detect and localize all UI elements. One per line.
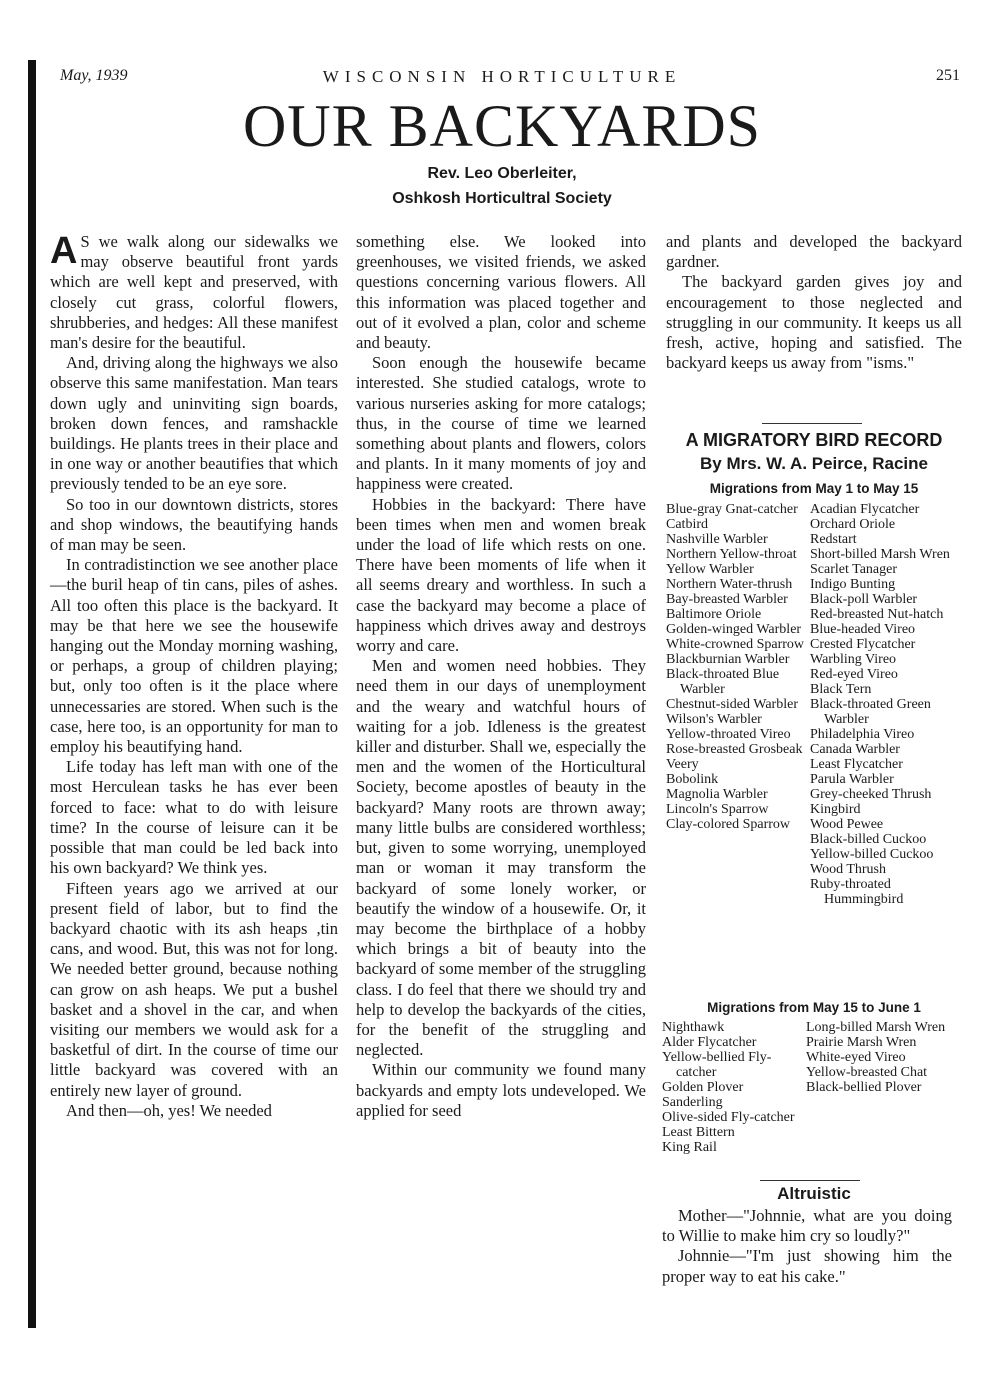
paragraph: A S we walk along our sidewalks we may observe beautiful front yards which are well kept and preserved, with closely cut grass, colorful flowers, shrubberies, and hedges: All these manifest man's desire for the beautiful. — [50, 230, 338, 353]
bird-name: Ruby-throated Hummingbird — [810, 877, 904, 907]
bird-name: Black-poll Warbler — [810, 592, 918, 607]
bird-name: Golden-winged Warbler — [666, 622, 802, 637]
bird-name: Yellow-throated Vireo — [666, 727, 791, 742]
bird-name: Rose-breasted Grosbeak — [666, 742, 803, 757]
bird-record-byline: By Mrs. W. A. Peirce, Racine — [699, 454, 928, 473]
paragraph: In contradistinction we see another place—the buril heap of tin cans, piles of ashes. All too often this place is the backyard. It may be that here we see the housewife hanging out the Monday morning washing, or perhaps, a group of children playing; but, only too often is it the place where unnecessaries are stored. When such is the case, here too, is an opportunity for man to employ his beautifying hand. — [50, 555, 338, 757]
page-number: 251 — [936, 67, 960, 84]
paragraph: So too in our downtown districts, stores and shop windows, the beautifying hands of man may be seen. — [50, 494, 338, 555]
bird-name: Nighthawk — [662, 1020, 725, 1035]
paragraph: Within our community we found many backyards and empty lots undeveloped. We applied for seed — [356, 1060, 646, 1120]
bird-list-1-right — [810, 502, 960, 907]
bird-name: Blue-gray Gnat-catcher — [666, 502, 798, 517]
section-divider — [762, 423, 862, 424]
article-author: Rev. Leo Oberleiter, — [427, 165, 577, 182]
bird-name: Black-billed Cuckoo — [810, 832, 927, 847]
bird-name: Acadian Flycatcher — [810, 502, 920, 517]
paragraph: Johnnie—"I'm just showing him the proper way to eat his cake." — [662, 1246, 952, 1286]
article-column-2 — [356, 232, 646, 1121]
bird-name: Yellow-billed Cuckoo — [810, 847, 934, 862]
bird-name: Northern Yellow-throat — [666, 547, 797, 562]
bird-name: Sanderling — [662, 1095, 723, 1110]
issue-date: May, 1939 — [60, 67, 128, 84]
bird-name: Veery — [666, 757, 699, 772]
bird-name: Chestnut-sided Warbler — [666, 697, 798, 712]
paragraph: Hobbies in the backyard: There have been times when men and women break under the load of life which rests on one. There have been moments of life when it all seems dreary and worthless. In such a case the backyard may become a place of happiness which drives away and destroys worry and care. — [356, 494, 646, 656]
bird-name: Philadelphia Vireo — [810, 727, 915, 742]
bird-list-2-left — [662, 1020, 802, 1155]
bird-name: Indigo Bunting — [810, 577, 896, 592]
paragraph: And, driving along the highways we also observe this same manifestation. Man tears down ugly and uninviting sign boards, broken down fences, and ramshackle buildings. He plants trees in their place and in one way or another beautifies that which previously tended to be an eye sore. — [50, 353, 338, 494]
bird-record-title: A MIGRATORY BIRD RECORD — [685, 430, 943, 450]
paragraph: And then—oh, yes! We needed — [66, 1100, 272, 1120]
altruistic-title: Altruistic — [777, 1184, 851, 1203]
bird-name: Wood Pewee — [810, 817, 884, 832]
migration-heading-1: Migrations from May 1 to May 15 — [709, 481, 919, 496]
bird-name: Crested Flycatcher — [810, 637, 916, 652]
bird-name: Bay-breasted Warbler — [666, 592, 788, 607]
bird-name: Clay-colored Sparrow — [666, 817, 791, 832]
bird-name: Yellow Warbler — [666, 562, 754, 577]
paragraph: Mother—"Johnnie, what are you doing to Willie to make him cry so loudly?" — [662, 1206, 952, 1246]
bird-name: Red-eyed Vireo — [810, 667, 898, 682]
paragraph: The backyard garden gives joy and encouragement to those neglected and struggling in our community. It keeps us all fresh, active, hoping and satisfied. The backyard keeps us away from "isms." — [666, 272, 962, 373]
publication-name: WISCONSIN HORTICULTURE — [322, 67, 682, 86]
migration-heading-2: Migrations from May 15 to June 1 — [707, 1000, 921, 1015]
bird-name: Red-breasted Nut-hatch — [810, 607, 944, 622]
bird-name: Bobolink — [666, 772, 719, 787]
bird-name: Kingbird — [810, 802, 861, 817]
drop-cap: A — [50, 230, 78, 272]
bird-name: Baltimore Oriole — [666, 607, 762, 622]
bird-name: Grey-cheeked Thrush — [810, 787, 932, 802]
bird-name: Black-throated Green Warbler — [810, 697, 931, 727]
bird-name: Long-billed Marsh Wren — [806, 1020, 946, 1035]
bird-name: Golden Plover — [662, 1080, 744, 1095]
bird-name: White-eyed Vireo — [806, 1050, 906, 1065]
bird-name: King Rail — [662, 1140, 717, 1155]
bird-name: Canada Warbler — [810, 742, 900, 757]
bird-list-2-right — [806, 1020, 956, 1095]
bird-list-1-left — [666, 502, 806, 832]
article-title: OUR BACKYARDS — [242, 93, 762, 159]
paragraph: Fifteen years ago we arrived at our present field of labor, but to find the backyard chaotic with its ash heaps ,tin cans, and wood. But, this was not for long. We needed better ground, because nothing can grow on ash heaps. We put a bushel basket and a shovel in the car, and when visiting our members we would ask for a basketful of dirt. In the course of time our little backyard was covered with an entirely new layer of ground. — [50, 878, 338, 1100]
bird-name: Black-throated Blue Warbler — [666, 667, 780, 697]
bird-name: Scarlet Tanager — [810, 562, 897, 577]
bird-name: Black-bellied Plover — [806, 1080, 922, 1095]
binding-edge — [28, 60, 36, 1328]
bird-name: Yellow-bellied Fly-catcher — [662, 1050, 772, 1080]
bird-name: Alder Flycatcher — [662, 1035, 757, 1050]
bird-name: Wilson's Warbler — [666, 712, 762, 727]
article-society: Oshkosh Horticultral Society — [392, 190, 612, 207]
paragraph: Men and women need hobbies. They need them in our days of unemployment and the weary and watchful hours of waiting for a job. Idleness is the greatest killer and disturber. Shall we, especially the men and the women of the Horticultural Society, become apostles of beauty in the backyard? Many roots are thrown away; many little bulbs are considered worthless; but, given to some worrying, unemployed man or woman it may transform the backyard of some lonely worker, or beautify the window of a housewife. Or, it may become the birthplace of a hobby which brings a bit of beauty into the backyard of some member of the struggling class. I do feel that there we should try and help to develop the backyards of the cities, for the benefit of the struggling and neglected. — [356, 656, 646, 1060]
bird-name: Orchard Oriole — [810, 517, 896, 532]
bird-name: Blue-headed Vireo — [810, 622, 916, 637]
bird-name: White-crowned Sparrow — [666, 637, 805, 652]
bird-name: Parula Warbler — [810, 772, 894, 787]
bird-name: Catbird — [666, 517, 708, 532]
paragraph: Soon enough the housewife became interested. She studied catalogs, wrote to various nurseries asking for more catalogs; thus, in the course of time we learned something about plants and flowers, colors and plants. In it many moments of joy and happiness were created. — [356, 353, 646, 494]
paragraph: Life today has left man with one of the most Herculean tasks he has ever been forced to face: what to do with leisure time? In the course of leisure can it be possible that man could be led back into his own backyard? We think yes. — [50, 757, 338, 878]
bird-name: Black Tern — [810, 682, 872, 697]
article-column-3 — [666, 232, 962, 373]
bird-name: Least Bittern — [662, 1125, 735, 1140]
bird-name: Olive-sided Fly-catcher — [662, 1110, 795, 1125]
section-divider — [760, 1180, 860, 1181]
paragraph: and plants and developed the backyard gardner. — [666, 232, 962, 272]
bird-name: Redstart — [810, 532, 857, 547]
paragraph: something else. We looked into greenhouses, we visited friends, we asked questions concerning various flowers. All this information was placed together and out of it evolved a plan, color and scheme and beauty. — [356, 232, 646, 353]
bird-name: Lincoln's Sparrow — [666, 802, 769, 817]
article-column-1 — [50, 232, 338, 1121]
bird-name: Prairie Marsh Wren — [806, 1035, 917, 1050]
bird-name: Warbling Vireo — [810, 652, 897, 667]
bird-name: Least Flycatcher — [810, 757, 903, 772]
altruistic-body — [662, 1206, 952, 1287]
bird-name: Magnolia Warbler — [666, 787, 768, 802]
bird-name: Wood Thrush — [810, 862, 887, 877]
bird-name: Short-billed Marsh Wren — [810, 547, 950, 562]
bird-name: Blackburnian Warbler — [666, 652, 790, 667]
bird-name: Nashville Warbler — [666, 532, 768, 547]
bird-name: Yellow-breasted Chat — [806, 1065, 928, 1080]
bird-name: Northern Water-thrush — [666, 577, 793, 592]
